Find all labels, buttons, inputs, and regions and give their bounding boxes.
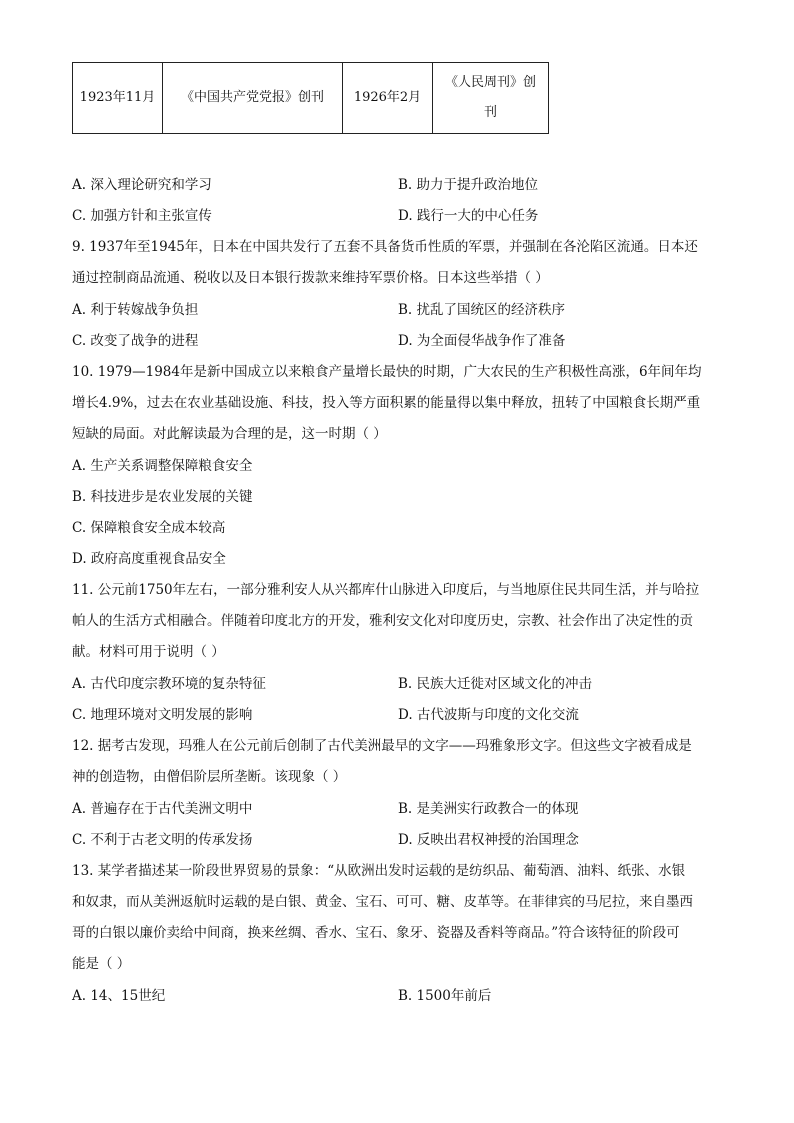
q13-option-a: A. 14、15世纪	[72, 988, 166, 1004]
q9-option-a: A. 利于转嫁战争负担	[72, 302, 199, 318]
q11-stem-line: 11. 公元前1750年左右，一部分雅利安人从兴都库什山脉进入印度后，与当地原住民共同生活，并与哈拉	[72, 582, 700, 598]
q13-stem-line: 能是（ ）	[72, 956, 131, 972]
q11-option-b: B. 民族大迁徙对区域文化的冲击	[398, 676, 593, 692]
q9-stem-line: 通过控制商品流通、税收以及日本银行拨款来维持军票价格。日本这些举措（ ）	[72, 270, 549, 286]
table-cell-date-1923: 1923年11月	[73, 63, 163, 134]
q13-stem-line: 哥的白银以廉价卖给中间商，换来丝绸、香水、宝石、象牙、瓷器及香料等商品。”符合该特征的阶段可	[72, 925, 680, 941]
q12-option-b: B. 是美洲实行政教合一的体现	[398, 801, 579, 817]
q12-stem-line: 12. 据考古发现，玛雅人在公元前后创制了古代美洲最早的文字——玛雅象形文字。但这些文字被看成是	[72, 738, 692, 754]
q8-option-a: A. 深入理论研究和学习	[72, 177, 212, 193]
q11-stem-line: 献。材料可用于说明（ ）	[72, 644, 225, 660]
q12-option-d: D. 反映出君权神授的治国理念	[398, 832, 579, 848]
q10-option-d: D. 政府高度重视食品安全	[72, 551, 226, 567]
q8-option-d: D. 践行一大的中心任务	[398, 208, 539, 224]
q9-option-b: B. 扰乱了国统区的经济秩序	[398, 302, 566, 318]
q13-stem-line: 和奴隶，而从美洲返航时运载的是白银、黄金、宝石、可可、糖、皮革等。在菲律宾的马尼拉，来自墨西	[72, 894, 693, 910]
q8-option-b: B. 助力于提升政治地位	[398, 177, 539, 193]
q13-stem-line: 13. 某学者描述某一阶段世界贸易的景象：“从欧洲出发时运载的是纺织品、葡萄酒、油料、纸张、水银	[72, 863, 686, 879]
q9-stem-line: 9. 1937年至1945年，日本在中国共发行了五套不具备货币性质的军票，并强制在各沦陷区流通。日本还	[72, 239, 698, 255]
q11-option-a: A. 古代印度宗教环境的复杂特征	[72, 676, 266, 692]
q12-option-a: A. 普遍存在于古代美洲文明中	[72, 801, 253, 817]
q10-option-a: A. 生产关系调整保障粮食安全	[72, 458, 253, 474]
info-table	[72, 62, 549, 134]
q12-option-c: C. 不利于古老文明的传承发扬	[72, 832, 253, 848]
q12-stem-line: 神的创造物，由僧侣阶层所垄断。该现象（ ）	[72, 769, 347, 785]
q11-stem-line: 帕人的生活方式相融合。伴随着印度北方的开发，雅利安文化对印度历史，宗教、社会作出了决定性的贡	[72, 613, 693, 629]
q11-option-c: C. 地理环境对文明发展的影响	[72, 707, 253, 723]
q9-option-d: D. 为全面侵华战争作了准备	[398, 333, 566, 349]
q10-stem-line: 短缺的局面。对此解读最为合理的是，这一时期（ ）	[72, 426, 387, 442]
q11-option-d: D. 古代波斯与印度的文化交流	[398, 707, 579, 723]
table-cell-party-paper: 《中国共产党党报》创刊	[163, 63, 343, 134]
q8-option-c: C. 加强方针和主张宣传	[72, 208, 212, 224]
q10-stem-line: 增长4.9%，过去在农业基础设施、科技，投入等方面积累的能量得以集中释放，扭转了中国粮食长期严重	[72, 395, 701, 411]
table-cell-date-1926: 1926年2月	[343, 63, 433, 134]
q10-option-c: C. 保障粮食安全成本较高	[72, 520, 226, 536]
table-cell-people-weekly: 《人民周刊》创刊	[433, 63, 549, 134]
q10-stem-line: 10. 1979—1984年是新中国成立以来粮食产量增长最快的时期，广大农民的生产积极性高涨，6年间年均	[72, 364, 702, 380]
q10-option-b: B. 科技进步是农业发展的关键	[72, 489, 253, 505]
q9-option-c: C. 改变了战争的进程	[72, 333, 199, 349]
q13-option-b: B. 1500年前后	[398, 988, 492, 1004]
